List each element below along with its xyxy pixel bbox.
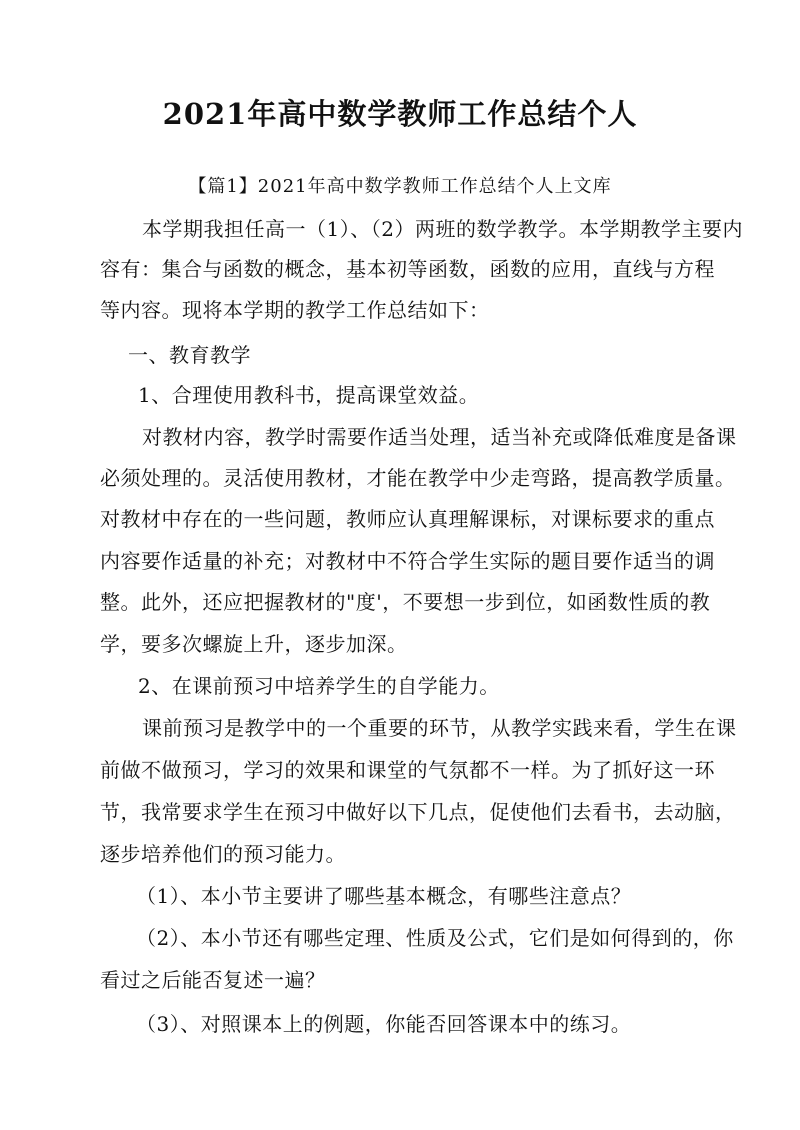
list-item: （1）、本小节主要讲了哪些基本概念，有哪些注意点？: [136, 884, 632, 908]
paragraph-line: 对教材中存在的一些问题，教师应认真理解课标，对课标要求的重点: [100, 507, 715, 531]
paragraph-line: 看过之后能否复述一遍？: [100, 968, 326, 992]
paragraph-line: 逐步培养他们的预习能力。: [100, 842, 346, 866]
subsection-heading: 1、合理使用教科书，提高课堂效益。: [138, 383, 480, 407]
paragraph-line: 本学期我担任高一（1）、（2）两班的数学教学。本学期教学主要内: [142, 217, 743, 241]
subsection-heading: 2、在课前预习中培养学生的自学能力。: [138, 674, 500, 698]
list-item: （2）、本小节还有哪些定理、性质及公式，它们是如何得到的，你: [136, 926, 734, 950]
paragraph-line: 容有：集合与函数的概念，基本初等函数，函数的应用，直线与方程: [100, 257, 715, 281]
paragraph-line: 前做不做预习，学习的效果和课堂的气氛都不一样。为了抓好这一环: [100, 758, 715, 782]
paragraph-line: 等内容。现将本学期的教学工作总结如下：: [100, 298, 490, 322]
paragraph-line: 内容要作适量的补充；对教材中不符合学生实际的题目要作适当的调: [100, 549, 715, 573]
paragraph-line: 整。此外，还应把握教材的"度'，不要想一步到位，如函数性质的教: [100, 590, 711, 614]
document-subtitle: 【篇1】2021年高中数学教师工作总结个人上文库: [188, 176, 612, 197]
section-heading: 一、教育教学: [128, 343, 251, 367]
paragraph-line: 课前预习是教学中的一个重要的环节，从教学实践来看，学生在课: [142, 716, 737, 740]
paragraph-line: 学，要多次螺旋上升，逐步加深。: [100, 632, 408, 656]
list-item: （3）、对照课本上的例题，你能否回答课本中的练习。: [136, 1012, 632, 1036]
paragraph-line: 对教材内容，教学时需要作适当处理，适当补充或降低难度是备课: [142, 425, 737, 449]
paragraph-line: 必须处理的。灵活使用教材，才能在教学中少走弯路，提高教学质量。: [100, 466, 736, 490]
document-title: 2021年高中数学教师工作总结个人: [162, 97, 638, 131]
paragraph-line: 节，我常要求学生在预习中做好以下几点，促使他们去看书，去动脑，: [100, 800, 736, 824]
